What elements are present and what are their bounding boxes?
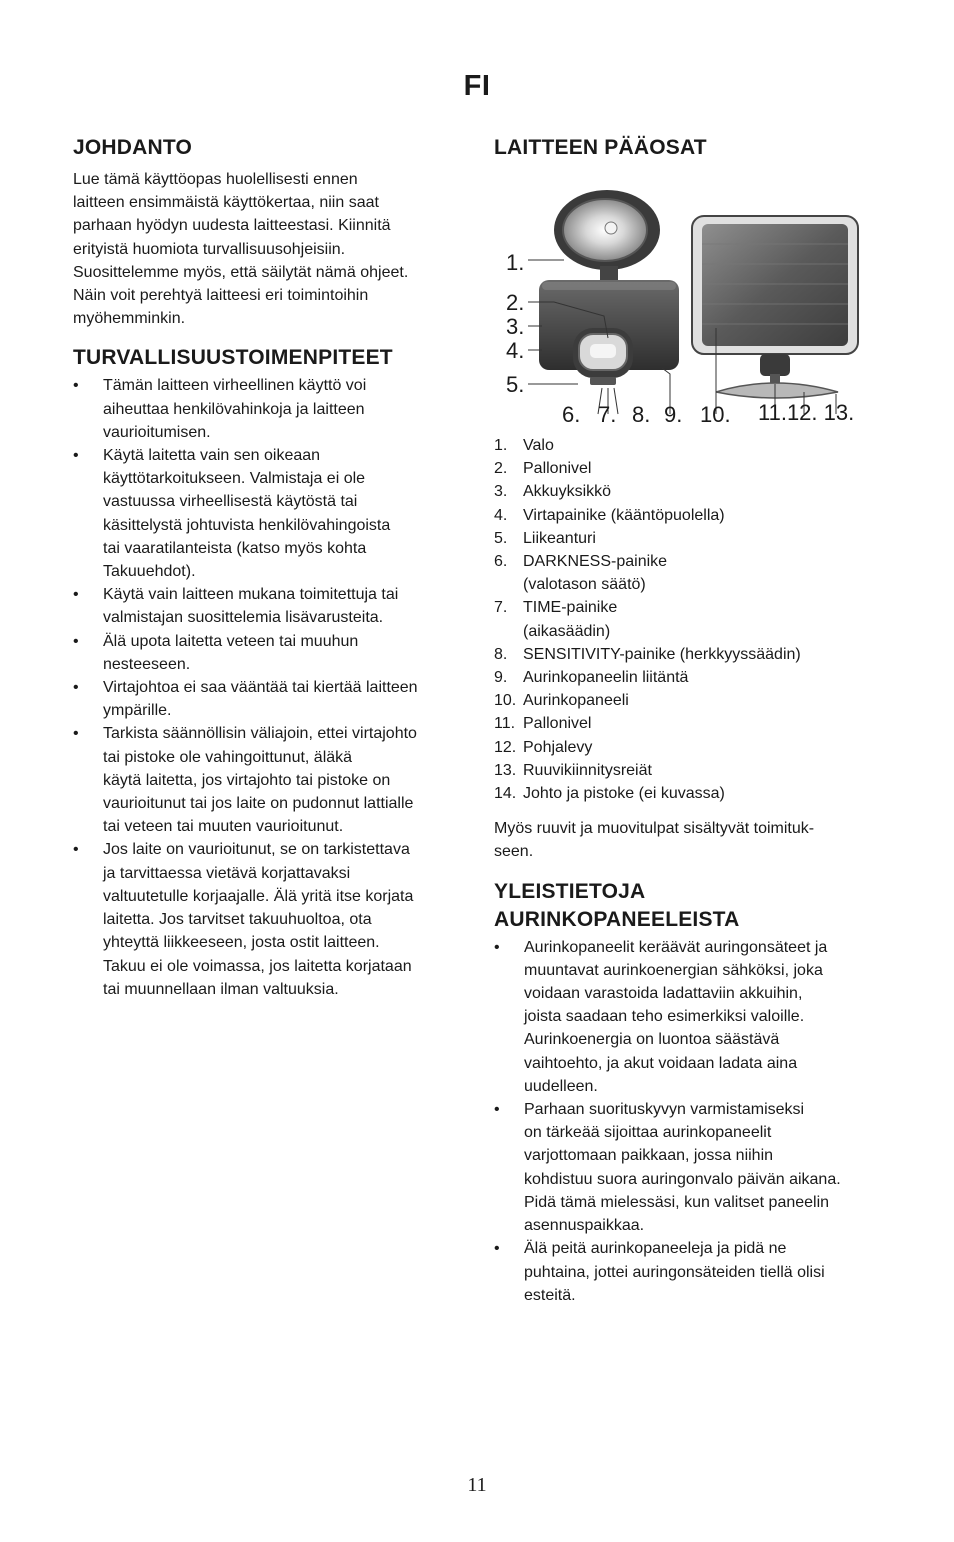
intro-heading: JOHDANTO — [73, 136, 193, 159]
parts-number: 6. — [494, 553, 508, 571]
safety-line: käsittelystä johtuvista henkilövahingoista — [103, 516, 391, 534]
bullet-mark: • — [73, 725, 79, 743]
safety-line: Älä upota laitetta veteen tai muuhun — [103, 632, 359, 650]
bullet-mark: • — [73, 377, 79, 395]
parts-label: Pohjalevy — [523, 738, 593, 756]
intro-line: parhaan hyödyn uudesta laitteestasi. Kiinnitä — [73, 217, 391, 235]
parts-item — [494, 480, 886, 503]
parts-label: Liikeanturi — [523, 529, 596, 547]
safety-line: Jos laite on vaurioitunut, se on tarkistettava — [103, 841, 410, 859]
parts-item — [494, 434, 886, 457]
parts-label: (aikasäädin) — [523, 622, 611, 640]
solar-info-heading — [494, 878, 886, 934]
safety-line: vaurioitumisen. — [103, 423, 211, 441]
bullet-mark: • — [73, 679, 79, 697]
parts-item — [494, 527, 886, 550]
parts-label: DARKNESS-painike — [523, 553, 668, 571]
safety-line: vaurioitunut tai jos laite on pudonnut lattialle — [103, 795, 414, 813]
heading-line: AURINKOPANEELEISTA — [494, 907, 740, 931]
note-line: seen. — [494, 843, 534, 861]
parts-label: Pallonivel — [523, 715, 592, 733]
solar-info-item — [494, 1237, 886, 1307]
note-line: Myös ruuvit ja muovitulpat sisältyvät toimituk- — [494, 820, 815, 838]
callout-8: 8. — [632, 402, 651, 427]
parts-label: Virtapainike (kääntöpuolella) — [523, 506, 725, 524]
intro-line: myöhemminkin. — [73, 310, 186, 328]
solar-info-item — [494, 1098, 886, 1237]
parts-number: 5. — [494, 529, 508, 547]
parts-item — [494, 550, 886, 596]
safety-item — [73, 583, 455, 629]
safety-item — [73, 838, 455, 1000]
intro-section — [73, 134, 455, 330]
safety-section — [73, 344, 455, 1000]
parts-number: 10. — [494, 692, 517, 710]
solar-line: voidaan varastoida ladattaviin akkuihin, — [524, 985, 803, 1003]
parts-label: Ruuvikiinnitysreiät — [523, 761, 652, 779]
bullet-mark: • — [494, 1101, 500, 1119]
parts-number: 2. — [494, 460, 508, 478]
safety-item — [73, 374, 455, 444]
parts-list — [494, 434, 886, 805]
callout-9: 9. — [664, 402, 683, 427]
parts-item — [494, 457, 886, 480]
safety-line: Tämän laitteen virheellinen käyttö voi — [103, 377, 367, 395]
bullet-mark: • — [73, 586, 79, 604]
safety-line: Takuu ei ole voimassa, jos laitetta korjataan — [103, 957, 412, 975]
solar-info-list — [494, 936, 886, 1307]
parts-item — [494, 643, 886, 666]
safety-item — [73, 630, 455, 676]
parts-item — [494, 759, 886, 782]
safety-item — [73, 722, 455, 838]
solar-line: varjottomaan paikkaan, jossa niihin — [524, 1147, 774, 1165]
parts-label: Aurinkopaneeli — [523, 692, 629, 710]
solar-line: Älä peitä aurinkopaneeleja ja pidä ne — [524, 1240, 787, 1258]
safety-item — [73, 444, 455, 583]
parts-heading: LAITTEEN PÄÄOSAT — [494, 136, 707, 159]
parts-label: (valotason säätö) — [523, 576, 646, 594]
parts-item — [494, 504, 886, 527]
solar-line: Aurinkopaneelit keräävät auringonsäteet ja — [524, 938, 828, 956]
parts-number: 12. — [494, 738, 517, 756]
safety-line: ympärille. — [103, 702, 172, 720]
intro-line: Suosittelemme myös, että säilytät nämä ohjeet. — [73, 263, 409, 281]
bullet-mark: • — [73, 447, 79, 465]
parts-number: 11. — [494, 715, 516, 733]
safety-line: Takuuehdot). — [103, 563, 196, 581]
parts-item — [494, 782, 886, 805]
parts-number: 7. — [494, 599, 508, 617]
parts-label: SENSITIVITY-painike (herkkyyssäädin) — [523, 645, 801, 663]
safety-line: Käytä vain laitteen mukana toimitettuja tai — [103, 586, 399, 604]
device-figure — [494, 178, 886, 427]
parts-number: 1. — [494, 437, 508, 454]
solar-info-item — [494, 936, 886, 1098]
parts-number: 4. — [494, 506, 508, 524]
parts-item — [494, 689, 886, 712]
intro-line: Näin voit perehtyä laitteesi eri toimintoihin — [73, 287, 369, 305]
solar-line: Aurinkoenergia on luontoa säästävä — [524, 1031, 780, 1049]
safety-line: tai pistoke ole vahingoittunut, äläkä — [103, 748, 353, 766]
safety-line: nesteeseen. — [103, 655, 191, 673]
callout-7: 7. — [598, 402, 617, 427]
solar-line: Pidä tämä mielessäsi, kun valitset paneelin — [524, 1193, 830, 1211]
right-column — [494, 134, 886, 1307]
safety-line: aiheuttaa henkilövahinkoja ja laitteen — [103, 400, 365, 418]
safety-item — [73, 676, 455, 722]
parts-item — [494, 736, 886, 759]
parts-label: TIME-painike — [523, 599, 618, 617]
included-note — [494, 817, 886, 863]
language-heading: FI — [463, 70, 491, 102]
safety-line: Tarkista säännöllisin väliajoin, ettei virtajohto — [103, 725, 417, 743]
safety-line: ja tarvittaessa vietävä korjattavaksi — [103, 864, 351, 882]
intro-line: erityistä huomiota turvallisuusohjeisiin. — [73, 240, 346, 258]
callout-3: 3. — [506, 314, 525, 339]
safety-line: tai muunnellaan ilman valtuuksia. — [103, 980, 339, 998]
callout-10: 10. — [700, 402, 731, 427]
safety-heading: TURVALLISUUSTOIMENPITEET — [73, 346, 393, 370]
page-number: 11 — [467, 1474, 487, 1496]
safety-line: Virtajohtoa ei saa vääntää tai kiertää laitteen — [103, 679, 418, 697]
parts-item — [494, 666, 886, 689]
heading-line: YLEISTIETOJA — [494, 879, 646, 903]
solar-line: kohdistuu suora auringonvalo päivän aikana. — [524, 1170, 841, 1188]
safety-line: yhteyttä liikkeeseen, josta ostit laitteen. — [103, 934, 380, 952]
solar-line: asennuspaikkaa. — [524, 1217, 645, 1235]
callout-5: 5. — [506, 372, 525, 397]
solar-line: muuntavat aurinkoenergian sähköksi, joka — [524, 961, 823, 979]
callout-2: 2. — [506, 290, 525, 315]
parts-number: 8. — [494, 645, 508, 663]
solar-line: esteitä. — [524, 1286, 576, 1304]
lamp-unit — [539, 190, 679, 385]
bullet-mark: • — [494, 938, 500, 956]
intro-line: Lue tämä käyttöopas huolellisesti ennen — [73, 171, 358, 188]
solar-line: joista saadaan teho esimerkiksi valoille. — [524, 1008, 805, 1026]
parts-section — [494, 134, 886, 864]
parts-label: Pallonivel — [523, 460, 592, 478]
parts-label: Akkuyksikkö — [523, 483, 612, 501]
safety-line: käytä laitetta, jos virtajohto tai pistoke on — [103, 771, 391, 789]
safety-line: valmistajan suosittelemia lisävarusteita. — [103, 609, 384, 627]
parts-number: 3. — [494, 483, 508, 501]
bullet-mark: • — [73, 632, 79, 650]
parts-label: Johto ja pistoke (ei kuvassa) — [523, 785, 725, 803]
safety-line: käyttötarkoitukseen. Valmistaja ei ole — [103, 470, 366, 488]
bullet-mark: • — [494, 1240, 500, 1258]
safety-line: tai veteen tai muuten vaurioitunut. — [103, 818, 344, 836]
safety-line: tai vaaratilanteista (katso myös kohta — [103, 539, 367, 557]
solar-line: on tärkeää sijoittaa aurinkopaneelit — [524, 1124, 772, 1142]
solar-line: uudelleen. — [524, 1077, 598, 1095]
callout-6: 6. — [562, 402, 581, 427]
parts-label: Valo — [523, 437, 554, 454]
safety-line: Käytä laitetta vain sen oikeaan — [103, 447, 321, 465]
callout-11-13: 11.12. 13. — [758, 400, 855, 425]
solar-line: vaihtoehto, ja akut voidaan ladata aina — [524, 1054, 798, 1072]
solar-panel — [692, 216, 858, 398]
parts-number: 14. — [494, 785, 517, 803]
parts-label: Aurinkopaneelin liitäntä — [523, 669, 689, 687]
safety-line: vastuussa virheellisestä käytöstä tai — [103, 493, 358, 511]
safety-line: laitetta. Jos tarvitset takuuhuoltoa, ota — [103, 911, 372, 929]
intro-paragraph — [73, 168, 455, 330]
bullet-mark: • — [73, 841, 79, 859]
safety-list — [73, 374, 455, 1000]
solar-line: Parhaan suorituskyvyn varmistamiseksi — [524, 1101, 805, 1119]
parts-item — [494, 712, 886, 735]
parts-item — [494, 596, 886, 642]
intro-line: laitteen ensimmäistä käyttökertaa, niin saat — [73, 194, 379, 212]
parts-number: 9. — [494, 669, 508, 687]
solar-info-section — [494, 878, 886, 1307]
left-column — [73, 134, 455, 1001]
callout-1: 1. — [506, 250, 525, 275]
device-illustration — [494, 178, 886, 416]
safety-line: valtuutetulle korjaajalle. Älä yritä itse korjata — [103, 887, 414, 905]
callout-4: 4. — [506, 338, 525, 363]
parts-number: 13. — [494, 761, 517, 779]
solar-line: puhtaina, jottei auringonsäteiden tiellä olisi — [524, 1263, 825, 1281]
